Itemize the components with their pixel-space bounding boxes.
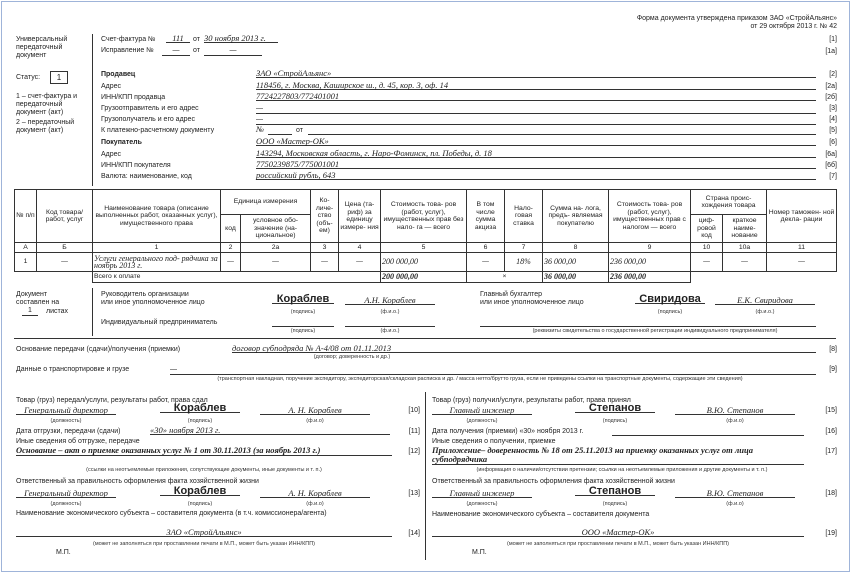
cell-code: —	[37, 253, 93, 272]
left-signature: Кораблев	[160, 404, 240, 413]
cell-customs: —	[767, 253, 837, 272]
right-resp-signature: Степанов	[575, 487, 655, 496]
col-num: 2а	[241, 243, 311, 253]
left-position: Генеральный директор	[16, 406, 116, 415]
left-resp-fio-caption: (ф.и.о)	[306, 501, 324, 507]
ref-16: [16]	[825, 428, 837, 435]
th-tax-rate: Нало- говая ставка	[505, 190, 543, 243]
ref-6b: [6б]	[825, 162, 837, 169]
left-name: А. Н. Кораблев	[260, 406, 370, 415]
correction-number: —	[162, 47, 190, 56]
status-value: 1	[50, 71, 68, 84]
transport-label: Данные о транспортировке и грузе	[16, 366, 130, 373]
ref-19: [19]	[825, 530, 837, 537]
ref-4: [4]	[829, 116, 837, 123]
th-name: Наименование товара (описание выполненных работ, оказанных услуг), имущественного права	[93, 190, 221, 243]
payment-doc-label: К платежно-расчетному документу	[101, 127, 215, 134]
signature-divider	[92, 288, 93, 336]
seller-address: 118456, г. Москва, Каширское ш., д. 45, кор. 3, оф. 14	[256, 81, 816, 90]
entrepreneur-label: Индивидуальный предприниматель	[101, 319, 218, 326]
status-label: Статус:	[16, 74, 41, 81]
col-num: Б	[37, 243, 93, 253]
ref-15: [15]	[825, 407, 837, 414]
left-resp-label: Ответственный за правильность оформления факта хозяйственной жизни	[16, 478, 259, 485]
head-label-2: или иное уполномоченное лицо	[101, 299, 205, 306]
approval-text: Форма документа утверждена приказом ЗАО «СтройАльянс»	[636, 15, 837, 22]
right-resp-name: В.Ю. Степанов	[675, 489, 795, 498]
ref-10: [10]	[408, 407, 420, 414]
right-fio-caption: (ф.и.о)	[726, 418, 744, 424]
consignee-value: —	[256, 116, 816, 125]
th-unit-code: код	[221, 215, 241, 243]
goods-table	[14, 189, 837, 283]
right-entity-caption: (может не заполняться при проставлении печати в М.П., может быть указан ИНН/КПП)	[506, 541, 730, 547]
head-sign-caption: (подпись)	[290, 309, 316, 315]
cell-tax-rate: 18%	[505, 253, 543, 272]
th-cost-with-tax: Стоимость това- ров (работ, услуг), имущественных прав с налогом — всего	[609, 190, 691, 243]
th-qty: Ко- личе- ство (объ- ем)	[311, 190, 339, 243]
status-note-2: 2 – передаточный документ (акт)	[16, 119, 75, 134]
ref-11: [11]	[408, 428, 420, 435]
doc-made-label-2: составлен на	[16, 299, 60, 306]
table-row	[15, 253, 837, 272]
basis-value: договор субподряда № А-4/08 от 01.11.2013	[232, 344, 816, 353]
accountant-label-2: или иное уполномоченное лицо	[480, 299, 584, 306]
ref-8: [8]	[829, 346, 837, 353]
right-stamp-place: М.П.	[472, 549, 487, 556]
right-other-label: Иные сведения о получении, приемке	[432, 438, 556, 445]
transport-value: —	[170, 366, 816, 375]
accountant-sign-caption: (подпись)	[657, 309, 683, 315]
th-country-name: краткое наиме- нование	[723, 215, 767, 243]
accountant-signature: Свиридова	[635, 295, 705, 304]
correction-from: от	[193, 47, 200, 54]
col-num: 3	[311, 243, 339, 253]
buyer-address: 143294, Московская область, г. Наро-Фоминск, пл. Победы, д. 18	[256, 149, 816, 158]
th-customs: Номер таможен- ной декла- рации	[767, 190, 837, 243]
th-country-code: циф- ровой код	[691, 215, 723, 243]
ref-6: [6]	[829, 139, 837, 146]
accountant-name: Е.К. Свиридова	[715, 296, 815, 305]
col-num: А	[15, 243, 37, 253]
right-signature: Степанов	[575, 404, 655, 413]
head-fio-caption: (ф.и.о.)	[380, 309, 400, 315]
correction-label: Исправление №	[101, 47, 154, 54]
head-label: Руководитель организации	[101, 291, 189, 298]
head-signature: Кораблев	[272, 295, 334, 304]
th-unit: Единица измерения	[221, 190, 311, 215]
cell-name: Услуги генерального под- рядчика за ноябрь 2013 г.	[93, 253, 221, 272]
recv-date-label: Дата получения (приемки) «30» ноября 2013 г.	[432, 428, 584, 435]
basis-label: Основание передачи (сдачи)/получения (приемки)	[16, 346, 181, 353]
ref-3: [3]	[829, 105, 837, 112]
blocks-divider	[425, 392, 426, 560]
cell-price: —	[339, 253, 381, 272]
ref-2: [2]	[829, 71, 837, 78]
consignee-label: Грузополучатель и его адрес	[101, 116, 195, 123]
right-other-caption: (информация о наличии/отсутствии претензии; ссылки на неотъемлемые приложения и другие документы и т. п.)	[476, 467, 768, 473]
left-resp-position-caption: (должность)	[50, 501, 82, 507]
total-cost-no-tax: 200 000,00	[381, 272, 467, 283]
ship-date: «30» ноября 2013 г.	[150, 426, 390, 435]
left-position-caption: (должность)	[50, 418, 82, 424]
col-num: 9	[609, 243, 691, 253]
seller-inn: 7724227803/772401001	[256, 92, 816, 101]
right-position: Главный инженер	[432, 406, 532, 415]
invoice-date: 30 ноября 2013 г.	[204, 34, 278, 43]
ref-5: [5]	[829, 127, 837, 134]
col-num: 4	[339, 243, 381, 253]
cell-country-name: —	[723, 253, 767, 272]
entrepreneur-sign-caption: (подпись)	[290, 328, 316, 334]
ref-14: [14]	[408, 530, 420, 537]
left-other-label: Иные сведения об отгрузке, передаче	[16, 438, 140, 445]
right-resp-fio-caption: (ф.и.о)	[726, 501, 744, 507]
payment-from-label: от	[296, 127, 303, 134]
ship-date-label: Дата отгрузки, передачи (сдачи)	[16, 428, 121, 435]
payment-no-line	[268, 134, 292, 135]
ref-9: [9]	[829, 366, 837, 373]
ref-12: [12]	[408, 448, 420, 455]
ref-7: [7]	[829, 173, 837, 180]
left-other-caption: (ссылки на неотъемлемые приложения, сопутствующие документы, иные документы и т. п.)	[86, 467, 322, 473]
table-total-row	[15, 272, 837, 283]
buyer-inn: 7750239875/775001001	[256, 160, 816, 169]
left-fio-caption: (ф.и.о)	[306, 418, 324, 424]
left-stamp-place: М.П.	[56, 549, 71, 556]
total-label: Всего к оплате	[93, 272, 381, 283]
entrepreneur-fio-caption: (ф.и.о.)	[380, 328, 400, 334]
shipper-value: —	[256, 105, 816, 114]
th-excise: В том числе сумма акциза	[467, 190, 505, 243]
left-resp-sign-caption: (подпись)	[187, 501, 213, 507]
seller-value: ЗАО «СтройАльянс»	[256, 69, 816, 78]
left-title: Товар (груз) передал/услуги, результаты работ, права сдал	[16, 397, 208, 404]
ref-2b: [2б]	[825, 94, 837, 101]
cell-cost-no-tax: 200 000,00	[381, 253, 467, 272]
left-resp-name: А. Н. Кораблев	[260, 489, 370, 498]
ref-17: [17]	[825, 448, 837, 455]
ref-1: [1]	[829, 36, 837, 43]
left-other: Основание – акт о приемке оказанных услуг № 1 от 30.11.2013 (за ноябрь 2013 г.)	[16, 446, 392, 456]
total-tax-sum: 36 000,00	[543, 272, 609, 283]
doc-made-label: Документ	[16, 291, 48, 298]
right-title: Товар (груз) получил/услуги, результаты работ, права принял	[432, 397, 631, 404]
right-resp-label: Ответственный за правильность оформления факта хозяйственной жизни	[432, 478, 675, 485]
right-entity-label: Наименование экономического субъекта – составителя документа	[432, 511, 650, 518]
right-resp-position-caption: (должность)	[466, 501, 498, 507]
left-entity-label: Наименование экономического субъекта – составителя документа (в т.ч. комиссионера/агента)	[16, 510, 327, 517]
correction-date: —	[204, 47, 262, 56]
left-sign-caption: (подпись)	[187, 418, 213, 424]
accountant-fio-caption: (ф.и.о.)	[755, 309, 775, 315]
payment-date-line	[308, 134, 816, 135]
ref-1a: [1а]	[825, 48, 837, 55]
left-entity-caption: (может не заполняться при проставлении печати в М.П., может быть указан ИНН/КПП)	[92, 541, 316, 547]
buyer-value: ООО «Мастер-ОК»	[256, 137, 816, 146]
col-num: 2	[221, 243, 241, 253]
cell-country-code: —	[691, 253, 723, 272]
recv-date-line	[612, 435, 804, 436]
left-resp-position: Генеральный директор	[16, 489, 116, 498]
th-price: Цена (та- риф) за единицу измере- ния	[339, 190, 381, 243]
col-num: 5	[381, 243, 467, 253]
buyer-label: Покупатель	[101, 139, 142, 146]
left-entity: ЗАО «СтройАльянс»	[16, 528, 392, 537]
currency-value: российский рубль, 643	[256, 171, 816, 180]
col-num: 1	[93, 243, 221, 253]
ref-6a: [6а]	[825, 151, 837, 158]
th-cost-no-tax: Стоимость това- ров (работ, услуг), имущественных прав без нало- га — всего	[381, 190, 467, 243]
seller-inn-label: ИНН/КПП продавца	[101, 94, 166, 101]
entrepreneur-name-line	[345, 326, 435, 327]
doc-type: Универсальный передаточный документ	[16, 36, 68, 59]
ref-18: [18]	[825, 490, 837, 497]
shipper-label: Грузоотправитель и его адрес	[101, 105, 199, 112]
col-num: 10	[691, 243, 723, 253]
invoice-number: 111	[166, 34, 190, 43]
col-num: 6	[467, 243, 505, 253]
left-divider	[92, 34, 93, 186]
ref-13: [13]	[408, 490, 420, 497]
right-name: В.Ю. Степанов	[675, 406, 795, 415]
right-other: Приложение– доверенность № 18 от 25.11.2013 на приемку оказанных услуг от лица субподрядчика	[432, 446, 804, 465]
th-no: № п/п	[15, 190, 37, 243]
requisites-line	[480, 326, 816, 327]
cell-excise: —	[467, 253, 505, 272]
ref-2a: [2а]	[825, 83, 837, 90]
col-num: 11	[767, 243, 837, 253]
seller-address-label: Адрес	[101, 83, 122, 90]
total-x: ×	[467, 272, 543, 283]
col-num: 8	[543, 243, 609, 253]
right-sign-caption: (подпись)	[602, 418, 628, 424]
invoice-number-label: Счет-фактура №	[101, 36, 156, 43]
th-code: Код товара/ работ, услуг	[37, 190, 93, 243]
cell-cost-with-tax: 236 000,00	[609, 253, 691, 272]
status-note-1: 1 – счет-фактура и передаточный документ (акт)	[16, 93, 78, 116]
requisites-caption: (реквизиты свидетельства о государственной регистрации индивидуального предпринимателя)	[532, 328, 778, 334]
buyer-address-label: Адрес	[101, 151, 122, 158]
basis-caption: (договор; доверенность и др.)	[313, 354, 391, 360]
total-cost-with-tax: 236 000,00	[609, 272, 691, 283]
col-num: 7	[505, 243, 543, 253]
approval-date: от 29 октября 2013 г. № 42	[750, 23, 837, 30]
sheets-word: листах	[46, 308, 69, 315]
col-num: 10а	[723, 243, 767, 253]
cell-qty: —	[311, 253, 339, 272]
head-name: А.Н. Кораблев	[345, 296, 435, 305]
right-resp-sign-caption: (подпись)	[602, 501, 628, 507]
seller-label: Продавец	[101, 71, 136, 78]
right-entity: ООО «Мастер-ОК»	[432, 528, 804, 537]
right-position-caption: (должность)	[466, 418, 498, 424]
th-unit-name: условное обо- значение (на- циональное)	[241, 215, 311, 243]
accountant-label: Главный бухгалтер	[480, 291, 542, 298]
buyer-inn-label: ИНН/КПП покупателя	[101, 162, 171, 169]
left-resp-signature: Кораблев	[160, 487, 240, 496]
th-country: Страна проис- хождения товара	[691, 190, 767, 215]
cell-tax-sum: 36 000,00	[543, 253, 609, 272]
invoice-from: от	[193, 36, 200, 43]
currency-label: Валюта: наименование, код	[101, 173, 192, 180]
cell-unit-name: —	[241, 253, 311, 272]
entrepreneur-sign-line	[272, 326, 334, 327]
transport-caption: (транспортная накладная, поручение экспедитору, экспедиторская/складская расписка и др. / масса нетто/брутто груза, если не приведены ссылки на транспортные документы, содержащие эти сведения)	[217, 376, 743, 382]
cell-no: 1	[15, 253, 37, 272]
cell-unit-code: —	[221, 253, 241, 272]
sheets-count: 1	[22, 307, 38, 316]
right-resp-position: Главный инженер	[432, 489, 532, 498]
payment-no-label: №	[256, 124, 265, 134]
section-divider	[14, 338, 836, 339]
th-tax-sum: Сумма на- лога, предъ- являемая покупателю	[543, 190, 609, 243]
